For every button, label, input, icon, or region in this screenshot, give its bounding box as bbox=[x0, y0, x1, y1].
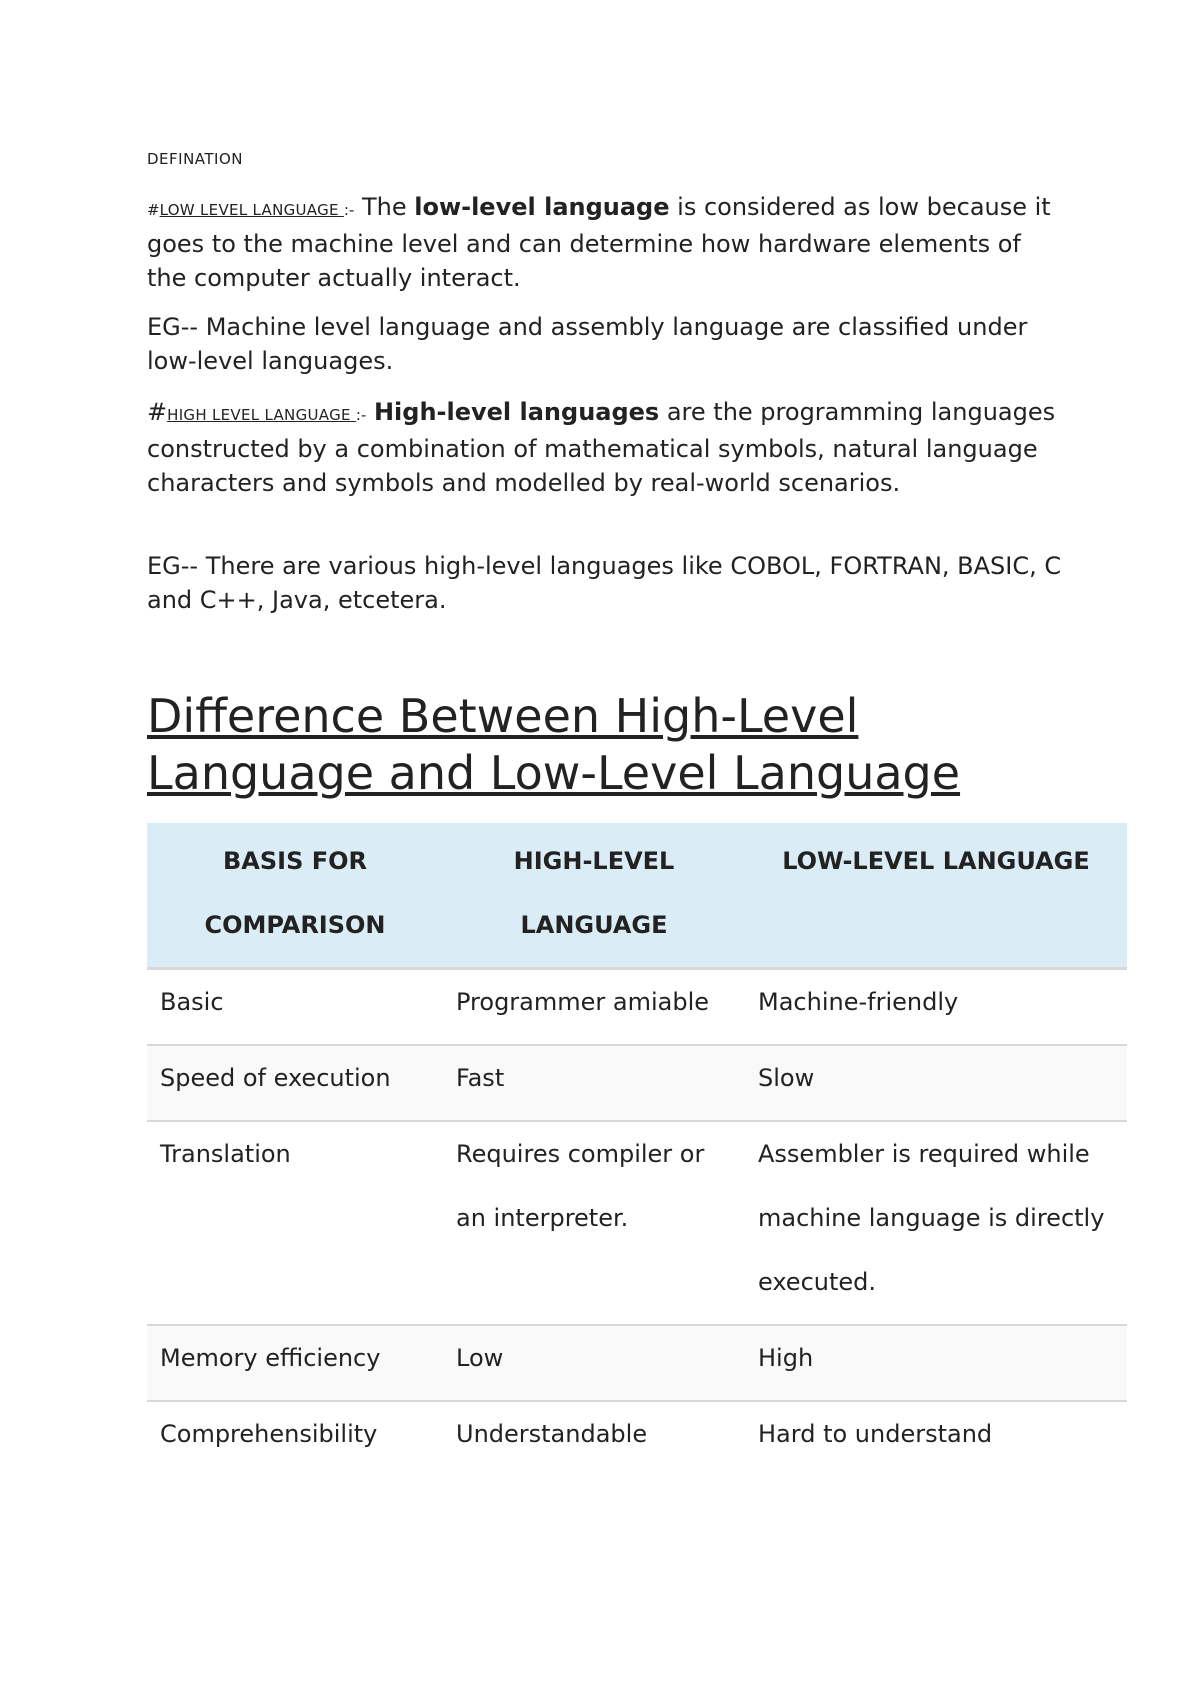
row-basis: Speed of execution bbox=[147, 1045, 443, 1121]
table-row bbox=[147, 1121, 1127, 1325]
row-basis: Translation bbox=[147, 1121, 443, 1325]
table-row bbox=[147, 1401, 1127, 1476]
low-definition-text: is considered as low because it goes to the machine level and can determine how hardware elements of the computer actually interact. bbox=[147, 193, 1051, 292]
low-lead: The bbox=[354, 193, 415, 221]
row-low: Slow bbox=[745, 1045, 1127, 1121]
section-label: DEFINATION bbox=[147, 150, 244, 168]
row-high: Understandable bbox=[456, 1420, 648, 1448]
low-separator: :- bbox=[343, 201, 355, 219]
comparison-table bbox=[147, 823, 1127, 1476]
high-level-example: EG-- There are various high-level languages like COBOL, FORTRAN, BASIC, C and C++, Java, etcetera. bbox=[147, 552, 1062, 614]
high-bold-term: High-level languages bbox=[373, 398, 660, 426]
high-separator: :- bbox=[355, 406, 367, 424]
table-row bbox=[147, 1045, 1127, 1121]
row-high: Programmer amiable bbox=[443, 969, 745, 1046]
high-lead bbox=[366, 398, 374, 426]
row-high: Requires compiler or an interpreter. bbox=[443, 1121, 745, 1325]
row-basis: Memory efficiency bbox=[147, 1325, 443, 1401]
row-basis: Comprehensibility bbox=[160, 1420, 378, 1448]
row-low: Machine-friendly bbox=[745, 969, 1127, 1046]
header-low-level: LOW-LEVEL LANGUAGE bbox=[745, 823, 1127, 969]
header-basis: BASIS FOR COMPARISON bbox=[147, 823, 443, 969]
low-level-label: LOW LEVEL LANGUAGE bbox=[159, 201, 344, 219]
low-level-definition bbox=[147, 190, 1067, 295]
row-high: Fast bbox=[443, 1045, 745, 1121]
row-basis: Basic bbox=[147, 969, 443, 1046]
high-prefix: # bbox=[147, 398, 168, 426]
high-level-definition bbox=[147, 395, 1067, 500]
table-row bbox=[147, 969, 1127, 1046]
low-prefix: # bbox=[147, 201, 160, 219]
table-row bbox=[147, 1325, 1127, 1401]
row-low: High bbox=[745, 1325, 1127, 1401]
header-high-level: HIGH-LEVEL LANGUAGE bbox=[443, 823, 745, 969]
table-header-row bbox=[147, 823, 1127, 969]
low-bold-term: low-level language bbox=[414, 193, 670, 221]
high-definition-text: are the programming languages constructed by a combination of mathematical symbols, natural language characters and symbols and modelled by real-world scenarios. bbox=[147, 398, 1056, 497]
low-level-example: EG-- Machine level language and assembly language are classified under low-level languages. bbox=[147, 313, 1028, 375]
row-high: Low bbox=[443, 1325, 745, 1401]
comparison-title: Difference Between High-Level Language and Low-Level Language bbox=[147, 689, 961, 800]
row-low: Assembler is required while machine language is directly executed. bbox=[745, 1121, 1127, 1325]
row-low: Hard to understand bbox=[758, 1420, 993, 1448]
high-level-label: HIGH LEVEL LANGUAGE bbox=[167, 406, 356, 424]
